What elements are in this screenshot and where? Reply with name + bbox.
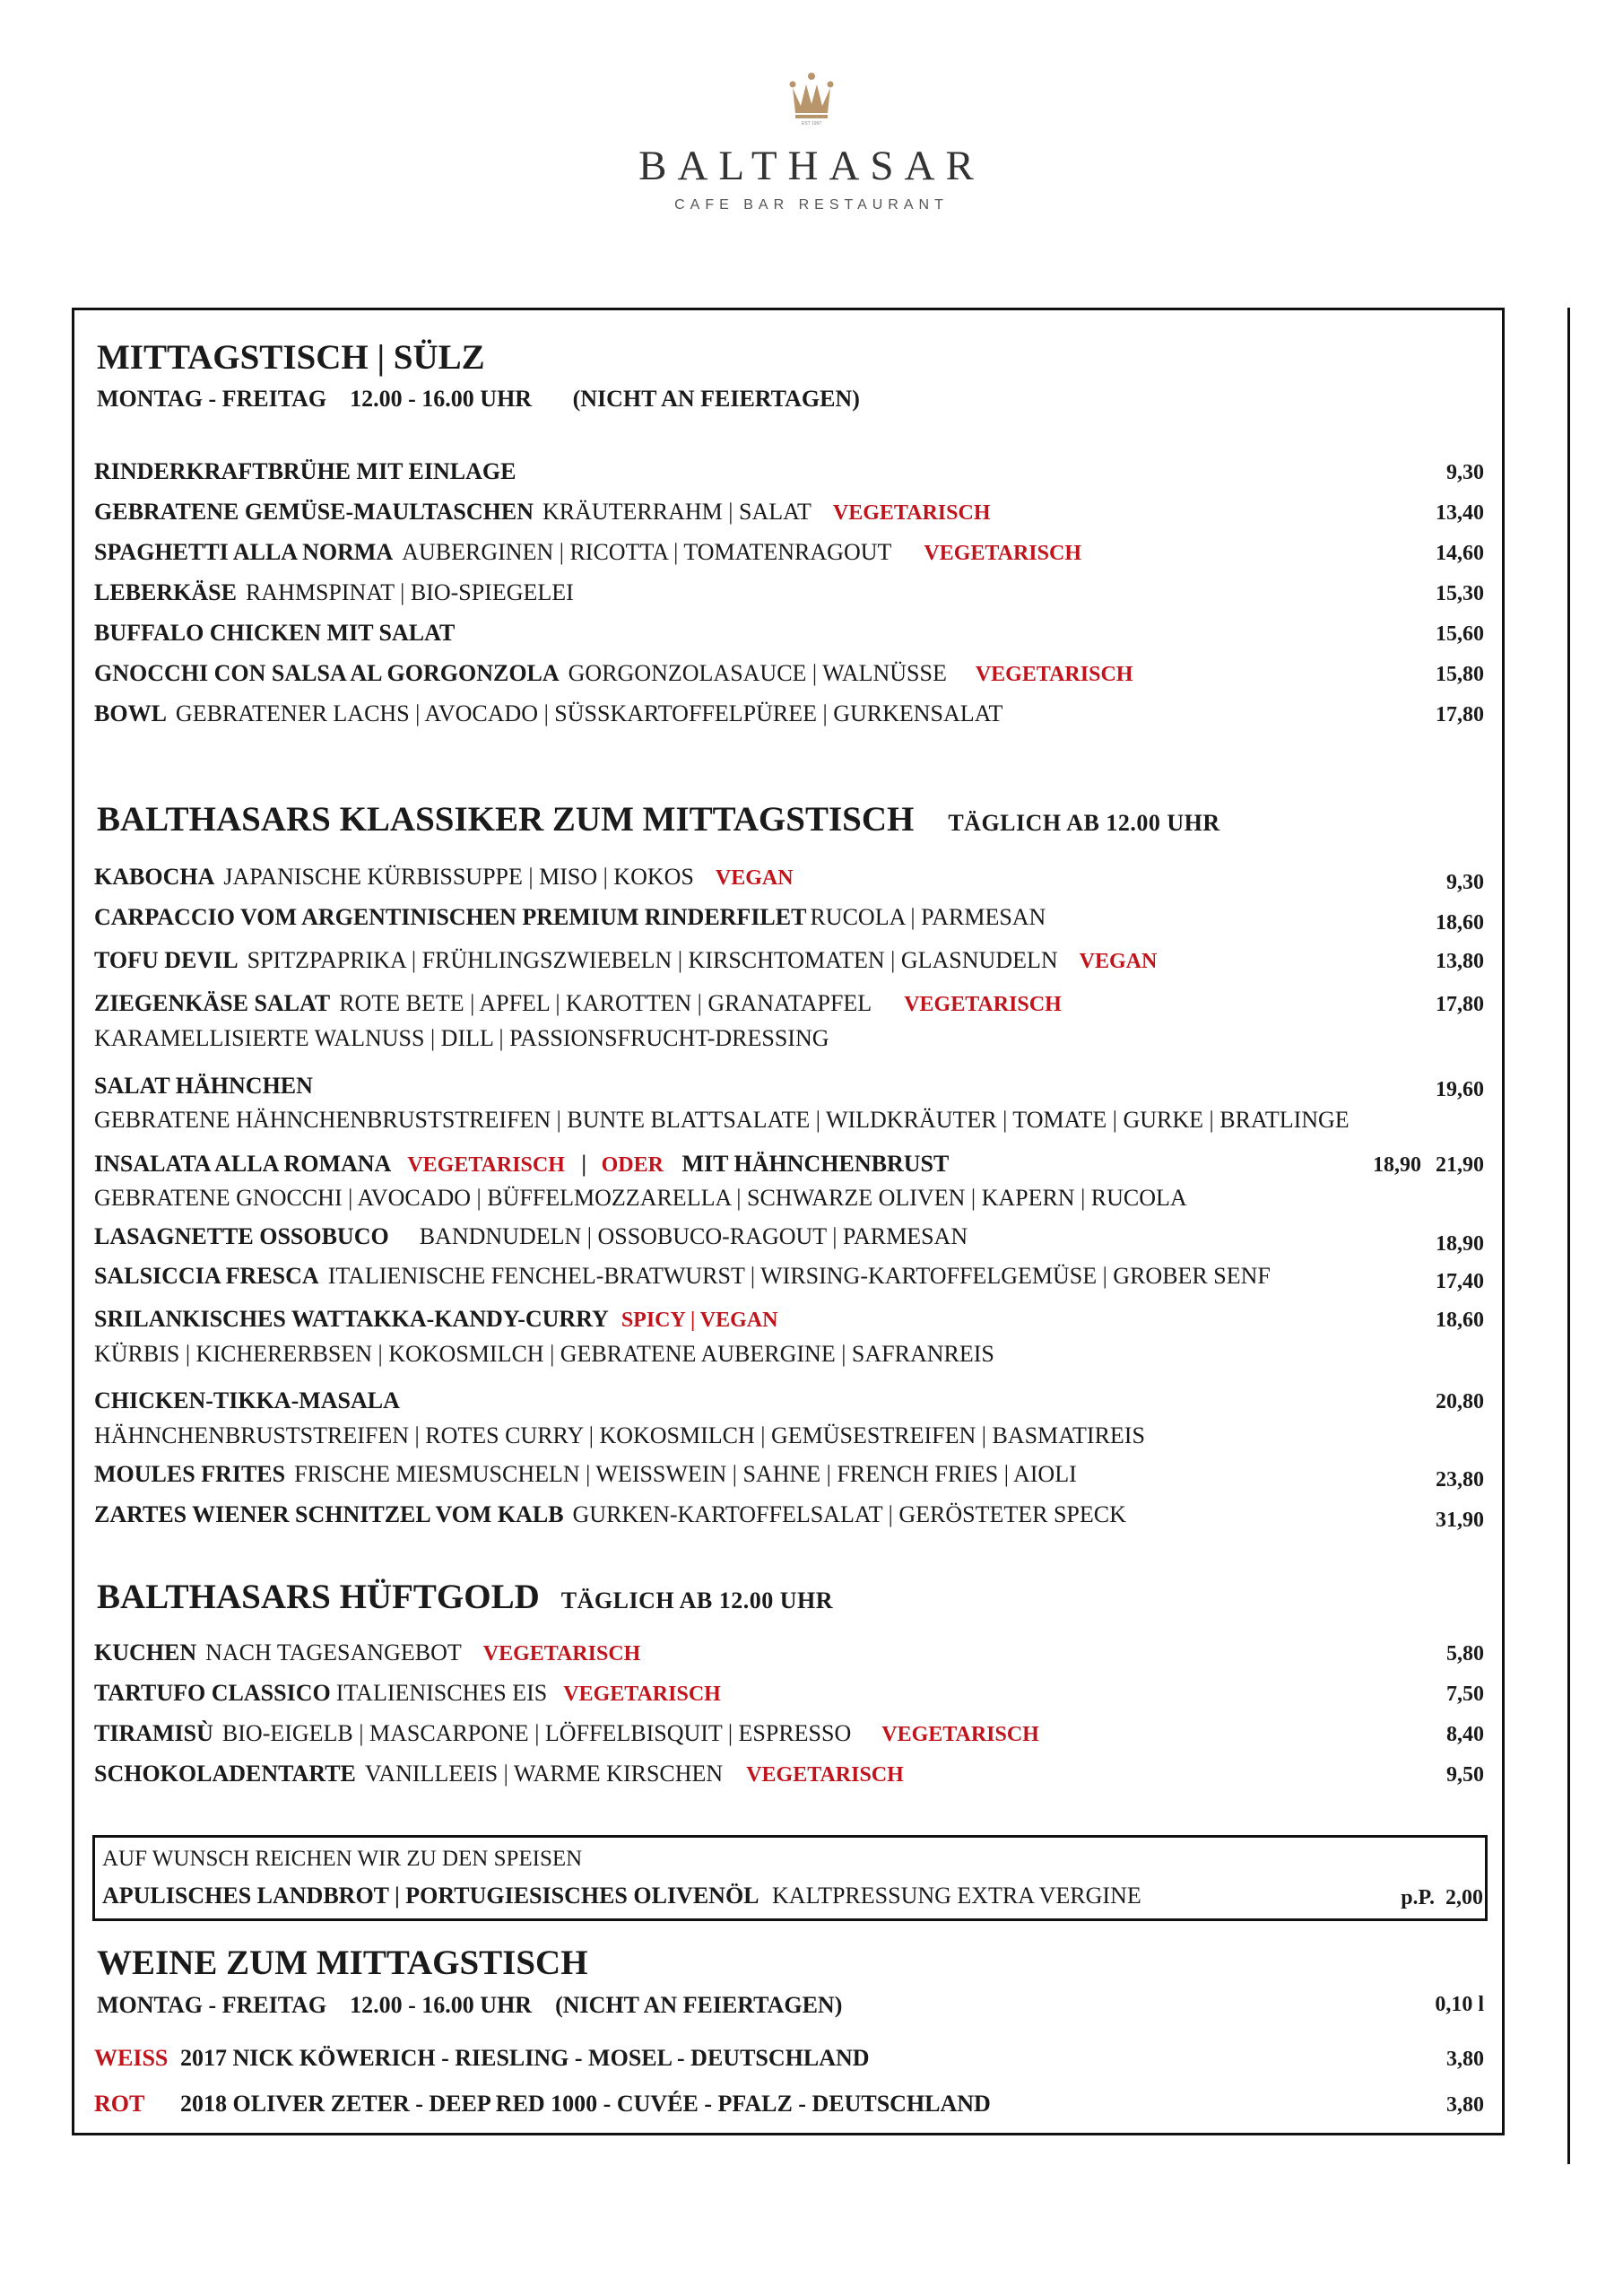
menu-item: BOWL GEBRATENER LACHS | AVOCADO | SÜSSKARTOFFELPÜREE | GURKENSALAT 17,80 <box>94 700 1484 726</box>
menu-item: TIRAMISÙ BIO-EIGELB | MASCARPONE | LÖFFELBISQUIT | ESPRESSO VEGETARISCH 8,40 <box>94 1720 1484 1746</box>
menu-item-detail: GEBRATENE GNOCCHI | AVOCADO | BÜFFELMOZZARELLA | SCHWARZE OLIVEN | KAPERN | RUCOLA <box>94 1185 1187 1211</box>
holiday-note: (NICHT AN FEIERTAGEN) <box>572 386 860 412</box>
section-title-klassiker: BALTHASARS KLASSIKER ZUM MITTAGSTISCH TÄGLICH AB 12.00 UHR <box>97 800 1220 839</box>
menu-item: MOULES FRITES FRISCHE MIESMUSCHELN | WEISSWEIN | SAHNE | FRENCH FRIES | AIOLI 23,80 <box>94 1461 1484 1492</box>
menu-item: BUFFALO CHICKEN MIT SALAT 15,60 <box>94 620 1484 646</box>
menu-item: SALSICCIA FRESCA ITALIENISCHE FENCHEL-BRATWURST | WIRSING-KARTOFFELGEMÜSE | GROBER SENF 17,40 <box>94 1263 1484 1293</box>
menu-item: CHICKEN-TIKKA-MASALA 20,80 <box>94 1387 1484 1413</box>
logo <box>0 72 1623 213</box>
menu-item: SALAT HÄHNCHEN 19,60 <box>94 1073 1484 1101</box>
wine-item: WEISS 2017 NICK KÖWERICH - RIESLING - MOSEL - DEUTSCHLAND 3,80 <box>94 2045 1484 2071</box>
bread-price: 2,00 <box>1445 1886 1483 1909</box>
section-hours-weine: MONTAG - FREITAG 12.00 - 16.00 UHR (NICHT AN FEIERTAGEN) <box>97 1992 843 2018</box>
section-title-mittagstisch: MITTAGSTISCH | SÜLZ <box>97 338 485 377</box>
section-title-weine: WEINE ZUM MITTAGSTISCH <box>97 1944 588 1982</box>
menu-item: LASAGNETTE OSSOBUCO BANDNUDELN | OSSOBUCO-RAGOUT | PARMESAN 18,90 <box>94 1223 1484 1256</box>
side-rule <box>1567 308 1570 2164</box>
menu-item: TARTUFO CLASSICO ITALIENISCHES EIS VEGETARISCH 7,50 <box>94 1680 1484 1706</box>
bread-item: APULISCHES LANDBROT | PORTUGIESISCHES OLIVENÖL KALTPRESSUNG EXTRA VERGINE <box>102 1883 1141 1909</box>
per-person-label: p.P. <box>1401 1886 1435 1909</box>
wine-item: ROT 2018 OLIVER ZETER - DEEP RED 1000 - CUVÉE - PFALZ - DEUTSCHLAND 3,80 <box>94 2091 1484 2117</box>
menu-item-detail: GEBRATENE HÄHNCHENBRUSTSTREIFEN | BUNTE BLATTSALATE | WILDKRÄUTER | TOMATE | GURKE | BRATLINGE <box>94 1107 1350 1133</box>
menu-item: KABOCHA JAPANISCHE KÜRBISSUPPE | MISO | KOKOS VEGAN 9,30 <box>94 864 1484 894</box>
menu-item-detail: KÜRBIS | KICHERERBSEN | KOKOSMILCH | GEBRATENE AUBERGINE | SAFRANREIS <box>94 1341 994 1367</box>
menu-item: KUCHEN NACH TAGESANGEBOT VEGETARISCH 5,80 <box>94 1639 1484 1665</box>
menu-item: ZARTES WIENER SCHNITZEL VOM KALB GURKEN-KARTOFFELSALAT | GERÖSTETER SPECK 31,90 <box>94 1501 1484 1532</box>
menu-item: SCHOKOLADENTARTE VANILLEEIS | WARME KIRSCHEN VEGETARISCH 9,50 <box>94 1761 1484 1787</box>
menu-item: INSALATA ALLA ROMANA VEGETARISCH | ODER MIT HÄHNCHENBRUST 18,90 21,90 <box>94 1151 1484 1177</box>
days-label: MONTAG - FREITAG <box>97 386 327 412</box>
brand-tagline: CAFE BAR RESTAURANT <box>674 197 949 213</box>
wine-volume: 0,10 l <box>1435 1993 1484 2016</box>
menu-frame <box>72 308 1505 2135</box>
menu-item: ZIEGENKÄSE SALAT ROTE BETE | APFEL | KAROTTEN | GRANATAPFEL VEGETARISCH 17,80 <box>94 990 1484 1016</box>
menu-item: GEBRATENE GEMÜSE-MAULTASCHEN KRÄUTERRAHM | SALAT VEGETARISCH 13,40 <box>94 499 1484 525</box>
section-title-hueftgold: BALTHASARS HÜFTGOLD TÄGLICH AB 12.00 UHR <box>97 1578 834 1616</box>
menu-item: GNOCCHI CON SALSA AL GORGONZOLA GORGONZOLASAUCE | WALNÜSSE VEGETARISCH 15,80 <box>94 660 1484 686</box>
menu-item-detail: HÄHNCHENBRUSTSTREIFEN | ROTES CURRY | KOKOSMILCH | GEMÜSESTREIFEN | BASMATIREIS <box>94 1422 1145 1448</box>
time-label: 12.00 - 16.00 UHR <box>350 386 533 412</box>
bread-intro: AUF WUNSCH REICHEN WIR ZU DEN SPEISEN <box>102 1847 583 1871</box>
brand-name: BALTHASAR <box>638 143 985 189</box>
menu-item: TOFU DEVIL SPITZPAPRIKA | FRÜHLINGSZWIEBELN | KIRSCHTOMATEN | GLASNUDELN VEGAN 13,80 <box>94 947 1484 973</box>
menu-item-detail: KARAMELLISIERTE WALNUSS | DILL | PASSIONSFRUCHT-DRESSING <box>94 1025 829 1051</box>
bread-box <box>92 1835 1488 1921</box>
menu-item: SPAGHETTI ALLA NORMA AUBERGINEN | RICOTTA | TOMATENRAGOUT VEGETARISCH 14,60 <box>94 539 1484 565</box>
section-hours-mittagstisch <box>97 386 860 413</box>
menu-item: SRILANKISCHES WATTAKKA-KANDY-CURRY SPICY | VEGAN 18,60 <box>94 1306 1484 1332</box>
svg-text:EST 1997: EST 1997 <box>801 121 822 126</box>
menu-item: CARPACCIO VOM ARGENTINISCHEN PREMIUM RINDERFILET RUCOLA | PARMESAN 18,60 <box>94 904 1484 935</box>
crown-icon <box>788 72 835 126</box>
menu-item: LEBERKÄSE RAHMSPINAT | BIO-SPIEGELEI 15,30 <box>94 579 1484 605</box>
menu-item: RINDERKRAFTBRÜHE MIT EINLAGE 9,30 <box>94 458 1484 484</box>
